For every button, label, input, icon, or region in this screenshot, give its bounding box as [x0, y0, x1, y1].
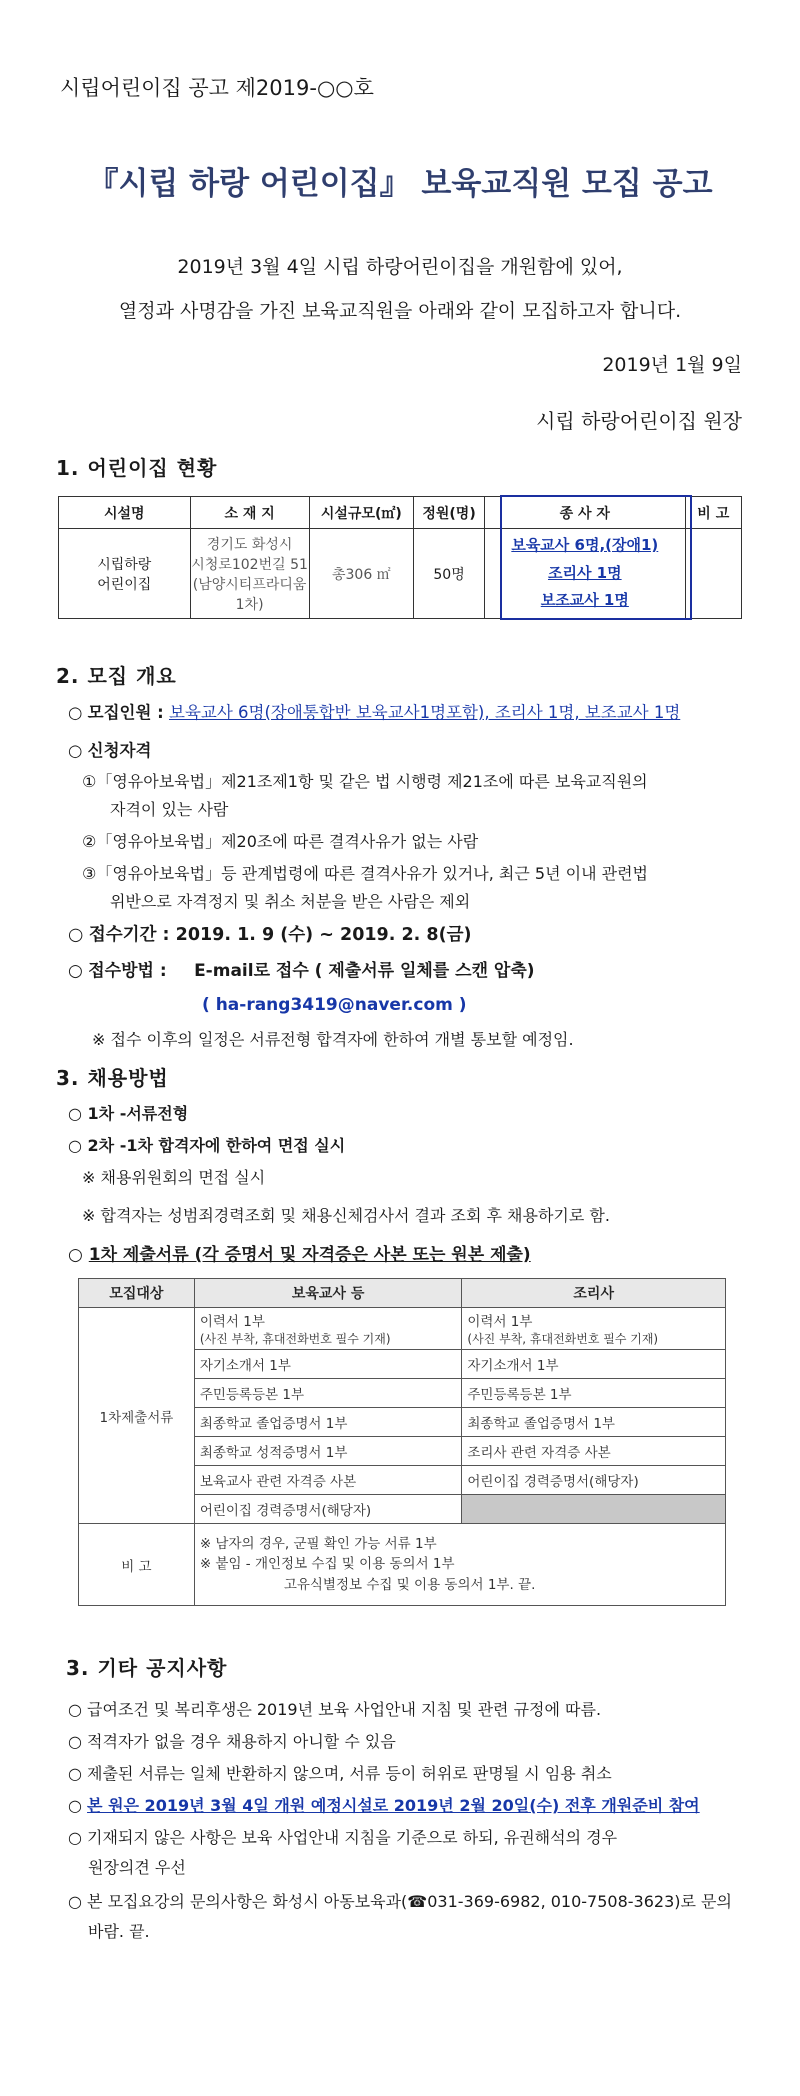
bullet-circle: ○ [68, 703, 88, 722]
col-facility-name: 시설명 [59, 497, 191, 529]
cook-doc: 주민등록등본 1부 [462, 1379, 726, 1408]
facility-staff: 보육교사 6명,(장애1) 조리사 1명 보조교사 1명 [485, 529, 686, 619]
qualification-3: ③「영유아보육법」등 관계법령에 따른 결격사유가 있거나, 최근 5년 이내 관련법 [82, 864, 648, 883]
qualification-2: ②「영유아보육법」제20조에 따른 결격사유가 없는 사람 [82, 832, 479, 851]
notice-item-2: 적격자가 없을 경우 채용하지 아니할 수 있음 [87, 1732, 396, 1751]
application-method-value: E-mail로 접수 ( 제출서류 일체를 스캔 압축) [194, 961, 535, 981]
section-1-heading: 1. 어린이집 현황 [56, 456, 218, 480]
staff-highlight-box [500, 495, 692, 620]
bullet-circle: ○ [68, 1732, 88, 1751]
qualification-3-cont: 위반으로 자격정지 및 취소 처분을 받은 사람은 제외 [110, 892, 471, 911]
col-size: 시설규모(㎡) [309, 497, 413, 529]
doc-number: 시립어린이집 공고 제2019-○○호 [60, 76, 374, 100]
step-2: 2차 -1차 합격자에 한하여 면접 실시 [87, 1136, 346, 1155]
bullet-circle: ○ [68, 1104, 88, 1123]
page-title: 『시립 하랑 어린이집』 보육교직원 모집 공고 [87, 166, 713, 202]
facility-capacity: 50명 [414, 529, 485, 619]
teacher-doc: 최종학교 성적증명서 1부 [194, 1437, 462, 1466]
section-3-heading: 3. 채용방법 [56, 1066, 169, 1090]
bullet-circle: ○ [68, 1245, 89, 1265]
facility-address: 경기도 화성시 시청로102번길 51 (남양시티프라디움1차) [190, 529, 309, 619]
notice-item-6: 본 모집요강의 문의사항은 화성시 아동보육과(☎031-369-6982, 010-7508-3623)로 문의 [87, 1892, 732, 1911]
section-2-heading: 2. 모집 개요 [56, 664, 177, 688]
schedule-notice: ※ 접수 이후의 일정은 서류전형 합격자에 한하여 개별 통보할 예정임. [92, 1030, 574, 1049]
application-method-label: 접수방법 : [88, 961, 167, 981]
bullet-circle: ○ [68, 961, 89, 981]
qualification-1-cont: 자격이 있는 사람 [110, 800, 229, 819]
facility-name: 시립하랑 어린이집 [59, 529, 191, 619]
application-period: 접수기간 : 2019. 1. 9 (수) ~ 2019. 2. 8(금) [88, 925, 472, 945]
teacher-doc: 최종학교 졸업증명서 1부 [194, 1408, 462, 1437]
cook-doc: 조리사 관련 자격증 사본 [462, 1437, 726, 1466]
remarks-label: 비 고 [79, 1524, 195, 1606]
facility-note [685, 529, 741, 619]
recruit-value: 보육교사 6명(장애통합반 보육교사1명포함), 조리사 1명, 보조교사 1명 [169, 703, 681, 722]
notice-item-3: 제출된 서류는 일체 반환하지 않으며, 서류 등이 허위로 판명될 시 임용 취소 [87, 1764, 612, 1783]
facility-size: 총306 ㎡ [309, 529, 413, 619]
notice-item-5-cont: 원장의견 우선 [88, 1858, 186, 1877]
notice-item-4: 본 원은 2019년 3월 4일 개원 예정시설로 2019년 2월 20일(수) 전후 개원준비 참여 [87, 1796, 700, 1815]
notice-item-5: 기재되지 않은 사항은 보육 사업안내 지침을 기준으로 하되, 유권해석의 경우 [87, 1828, 618, 1847]
cook-doc-resume: 이력서 1부 (사진 부착, 휴대전화번호 필수 기재) [462, 1308, 726, 1350]
cook-doc-empty [462, 1495, 726, 1524]
signer: 시립 하랑어린이집 원장 [536, 409, 742, 433]
bullet-circle: ○ [68, 1828, 88, 1847]
teacher-doc: 어린이집 경력증명서(해당자) [194, 1495, 462, 1524]
row-label-docs: 1차제출서류 [79, 1308, 195, 1524]
teacher-doc-resume: 이력서 1부 (사진 부착, 휴대전화번호 필수 기재) [194, 1308, 462, 1350]
col-teacher: 보육교사 등 [194, 1279, 462, 1308]
teacher-doc: 주민등록등본 1부 [194, 1379, 462, 1408]
col-address: 소 재 지 [190, 497, 309, 529]
cook-doc: 자기소개서 1부 [462, 1350, 726, 1379]
section-4-heading: 3. 기타 공지사항 [66, 1656, 228, 1680]
col-cook: 조리사 [462, 1279, 726, 1308]
bullet-circle: ○ [68, 1136, 88, 1155]
intro-line-2: 열정과 사명감을 가진 보육교직원을 아래와 같이 모집하고자 합니다. [118, 300, 682, 322]
bullet-circle: ○ [68, 1700, 88, 1719]
interview-note: ※ 채용위원회의 면접 실시 [82, 1168, 266, 1187]
bullet-circle: ○ [68, 1764, 88, 1783]
notice-item-1: 급여조건 및 복리후생은 2019년 보육 사업안내 지침 및 관련 규정에 따름. [87, 1700, 602, 1719]
remarks: ※ 남자의 경우, 군필 확인 가능 서류 1부 ※ 붙임 - 개인정보 수집 및 이용 동의서 1부 고유식별정보 수집 및 이용 동의서 1부. 끝. [194, 1524, 725, 1606]
contact-email[interactable]: ( ha-rang3419@naver.com ) [202, 995, 467, 1015]
cook-doc: 최종학교 졸업증명서 1부 [462, 1408, 726, 1437]
cook-doc: 어린이집 경력증명서(해당자) [462, 1466, 726, 1495]
hire-note: ※ 합격자는 성범죄경력조회 및 채용신체검사서 결과 조회 후 채용하기로 함. [82, 1206, 610, 1225]
qualification-1: ①「영유아보육법」제21조제1항 및 같은 법 시행령 제21조에 따른 보육교직원의 [82, 772, 648, 791]
teacher-doc: 자기소개서 1부 [194, 1350, 462, 1379]
intro-line-1: 2019년 3월 4일 시립 하랑어린이집을 개원함에 있어, [177, 256, 623, 278]
notice-item-6-cont: 바람. 끝. [88, 1922, 150, 1941]
bullet-circle: ○ [68, 741, 88, 760]
teacher-doc: 보육교사 관련 자격증 사본 [194, 1466, 462, 1495]
bullet-circle: ○ [68, 1892, 88, 1911]
col-staff: 종 사 자 [485, 497, 686, 529]
documents-heading: 1차 제출서류 (각 증명서 및 자격증은 사본 또는 원본 제출) [88, 1245, 531, 1265]
qualification-label: 신청자격 [87, 741, 152, 760]
step-1: 1차 -서류전형 [87, 1104, 189, 1123]
bullet-circle: ○ [68, 925, 89, 945]
recruit-label: 모집인원 : [87, 703, 164, 722]
col-target: 모집대상 [79, 1279, 195, 1308]
documents-table [78, 1278, 726, 1606]
notice-date: 2019년 1월 9일 [602, 354, 742, 376]
bullet-circle: ○ [68, 1796, 88, 1815]
col-capacity: 정원(명) [414, 497, 485, 529]
col-note: 비 고 [685, 497, 741, 529]
